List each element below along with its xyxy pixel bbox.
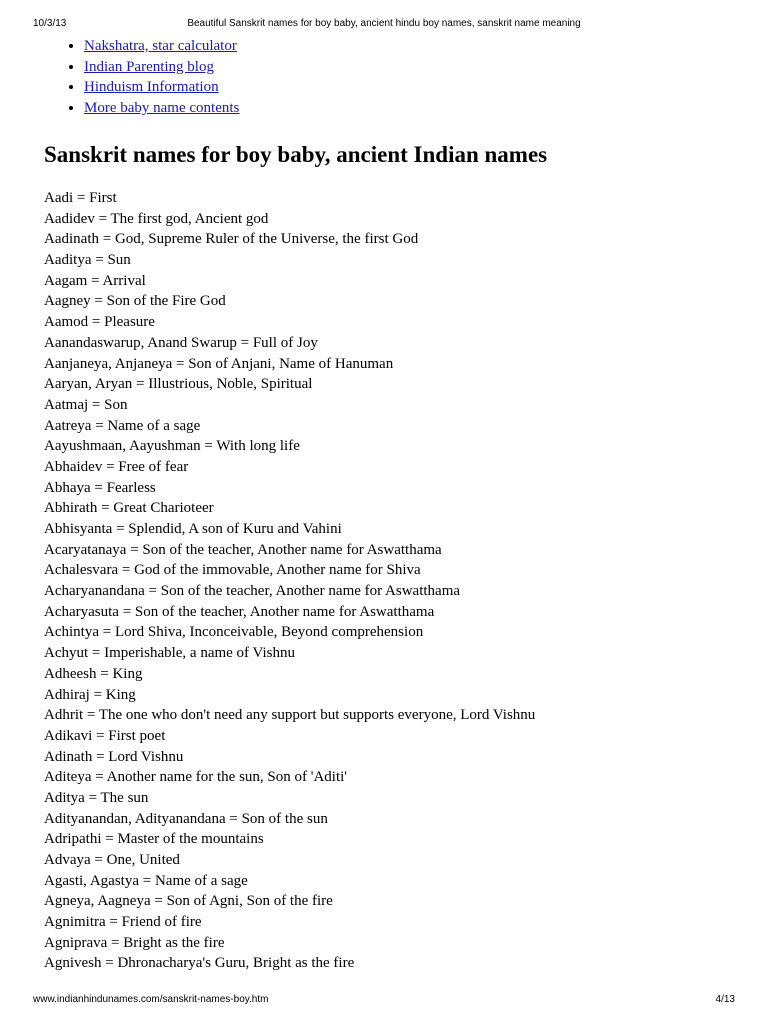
name-entry: Aadinath = God, Supreme Ruler of the Universe, the first God bbox=[44, 231, 419, 248]
name-entry: Aditeya = Another name for the sun, Son of 'Aditi' bbox=[44, 769, 347, 786]
name-entry: Aaryan, Aryan = Illustrious, Noble, Spiritual bbox=[44, 376, 313, 393]
link-more-baby-name-contents[interactable]: More baby name contents bbox=[84, 100, 240, 117]
link-hinduism-information[interactable]: Hinduism Information bbox=[84, 79, 219, 96]
name-entry: Agniprava = Bright as the fire bbox=[44, 934, 225, 951]
name-entry: Adikavi = First poet bbox=[44, 727, 166, 744]
link-item bbox=[84, 57, 239, 78]
name-entry: Agasti, Agastya = Name of a sage bbox=[44, 872, 248, 889]
name-entry: Aagney = Son of the Fire God bbox=[44, 293, 226, 310]
name-entry: Adhrit = The one who don't need any support but supports everyone, Lord Vishnu bbox=[44, 707, 536, 724]
name-entry: Aadi = First bbox=[44, 190, 117, 206]
print-url: www.indianhindunames.com/sanskrit-names-boy.htm bbox=[33, 994, 269, 1005]
name-entry: Acharyasuta = Son of the teacher, Another name for Aswatthama bbox=[44, 603, 435, 620]
name-entry: Abhaya = Fearless bbox=[44, 479, 156, 496]
name-entry: Aditya = The sun bbox=[44, 789, 149, 806]
name-entry: Adhiraj = King bbox=[44, 686, 136, 703]
name-entry: Abhirath = Great Charioteer bbox=[44, 500, 214, 517]
name-entry: Aamod = Pleasure bbox=[44, 314, 155, 331]
name-entry: Achalesvara = God of the immovable, Another name for Shiva bbox=[44, 562, 421, 579]
name-entry: Achyut = Imperishable, a name of Vishnu bbox=[44, 645, 295, 662]
name-entry: Adinath = Lord Vishnu bbox=[44, 748, 184, 765]
name-entry: Aatreya = Name of a sage bbox=[44, 417, 201, 434]
name-entry: Agnimitra = Friend of fire bbox=[44, 914, 202, 931]
name-entry: Agnivesh = Dhronacharya's Guru, Bright as the fire bbox=[44, 955, 355, 972]
name-entry: Adheesh = King bbox=[44, 665, 143, 682]
name-entry: Aadidev = The first god, Ancient god bbox=[44, 210, 269, 227]
name-entry: Aagam = Arrival bbox=[44, 272, 146, 289]
link-indian-parenting-blog[interactable]: Indian Parenting blog bbox=[84, 58, 214, 75]
name-entry: Aatmaj = Son bbox=[44, 396, 128, 413]
name-entry: Adityanandan, Adityanandana = Son of the sun bbox=[44, 810, 328, 827]
related-links-list bbox=[44, 36, 239, 119]
name-entry: Aanjaneya, Anjaneya = Son of Anjani, Name of Hanuman bbox=[44, 355, 394, 372]
print-date: 10/3/13 bbox=[33, 18, 67, 29]
name-entry: Advaya = One, United bbox=[44, 852, 180, 868]
print-header bbox=[0, 17, 768, 31]
link-item bbox=[84, 98, 239, 119]
print-document-title: Beautiful Sanskrit names for boy baby, ancient hindu boy names, sanskrit name meaning bbox=[187, 18, 581, 29]
print-page-number: 4/13 bbox=[715, 994, 735, 1005]
print-footer bbox=[0, 993, 768, 1007]
link-item bbox=[84, 36, 239, 57]
name-entry: Agneya, Aagneya = Son of Agni, Son of the fire bbox=[44, 893, 333, 910]
name-entry: Abhaidev = Free of fear bbox=[44, 458, 189, 475]
name-entry: Acaryatanaya = Son of the teacher, Another name for Aswatthama bbox=[44, 541, 442, 558]
link-nakshatra-star-calculator[interactable]: Nakshatra, star calculator bbox=[84, 38, 237, 54]
name-entry: Acharyanandana = Son of the teacher, Another name for Aswatthama bbox=[44, 583, 461, 600]
name-entry: Aaditya = Sun bbox=[44, 252, 131, 269]
names-list bbox=[44, 188, 535, 974]
name-entry: Achintya = Lord Shiva, Inconceivable, Beyond comprehension bbox=[44, 624, 424, 641]
link-item bbox=[84, 77, 239, 98]
name-entry: Aayushmaan, Aayushman = With long life bbox=[44, 438, 300, 455]
name-entry: Adripathi = Master of the mountains bbox=[44, 831, 264, 848]
name-entry: Abhisyanta = Splendid, A son of Kuru and Vahini bbox=[44, 521, 342, 537]
name-entry: Aanandaswarup, Anand Swarup = Full of Joy bbox=[44, 334, 318, 351]
page-heading: Sanskrit names for boy baby, ancient Indian names bbox=[44, 142, 548, 167]
